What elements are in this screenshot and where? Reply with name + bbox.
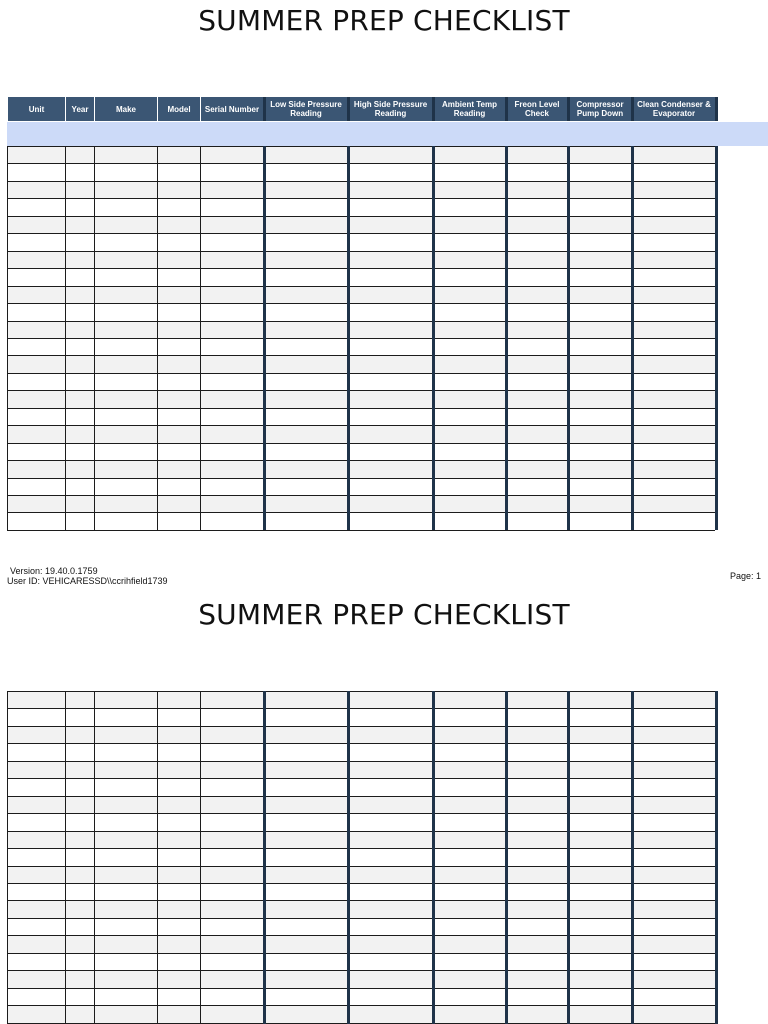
column-line (94, 691, 95, 1024)
table-row (7, 918, 715, 935)
row-line (7, 478, 715, 479)
column-header: High Side Pressure Reading (349, 97, 432, 121)
table-row (7, 848, 715, 865)
column-line (200, 146, 201, 530)
column-line (263, 146, 266, 530)
column-line (263, 691, 266, 1024)
row-line (7, 373, 715, 374)
row-line (7, 883, 715, 884)
column-divider (715, 97, 718, 121)
column-line (65, 691, 66, 1024)
column-divider (631, 97, 634, 121)
column-line (7, 146, 8, 530)
column-header: Year (66, 97, 94, 121)
row-line (7, 918, 715, 919)
row-line (7, 460, 715, 461)
user-id-text: User ID: VEHICARESSD\\ccrihfield1739 (7, 576, 168, 586)
row-line (7, 216, 715, 217)
table-row (7, 691, 715, 708)
column-header: Model (158, 97, 200, 121)
row-line (7, 848, 715, 849)
row-line (7, 831, 715, 832)
row-line (7, 900, 715, 901)
table-row (7, 970, 715, 987)
table-row (7, 935, 715, 952)
column-line (505, 146, 508, 530)
table-row (7, 303, 715, 320)
column-divider (505, 97, 508, 121)
row-line (7, 1023, 715, 1024)
table-row (7, 338, 715, 355)
column-divider (7, 97, 8, 121)
row-line (7, 778, 715, 779)
row-line (7, 866, 715, 867)
table-row (7, 988, 715, 1005)
column-line (347, 146, 350, 530)
row-line (7, 953, 715, 954)
table-row (7, 796, 715, 813)
table-row (7, 866, 715, 883)
table-row (7, 390, 715, 407)
column-header: Unit (8, 97, 65, 121)
table-row (7, 478, 715, 495)
row-line (7, 691, 715, 692)
table-row (7, 726, 715, 743)
column-line (7, 691, 8, 1024)
table-row (7, 268, 715, 285)
row-line (7, 390, 715, 391)
table-row (7, 251, 715, 268)
table-row (7, 778, 715, 795)
column-line (715, 691, 718, 1024)
column-divider (347, 97, 350, 121)
column-line (65, 146, 66, 530)
column-line (347, 691, 350, 1024)
table-row (7, 146, 715, 163)
column-line (200, 691, 201, 1024)
column-divider (157, 97, 158, 121)
column-header: Low Side Pressure Reading (265, 97, 347, 121)
page-title: SUMMER PREP CHECKLIST (198, 598, 570, 631)
table-row (7, 321, 715, 338)
table-row (7, 813, 715, 830)
page-number: Page: 1 (729, 571, 761, 581)
page-title: SUMMER PREP CHECKLIST (198, 4, 570, 37)
column-divider (432, 97, 435, 121)
row-line (7, 408, 715, 409)
table-row (7, 163, 715, 180)
row-line (7, 495, 715, 496)
row-line (7, 233, 715, 234)
row-line (7, 425, 715, 426)
column-divider (263, 97, 266, 121)
row-line (7, 935, 715, 936)
table-row (7, 761, 715, 778)
row-line (7, 355, 715, 356)
row-line (7, 443, 715, 444)
row-line (7, 970, 715, 971)
row-line (7, 198, 715, 199)
column-line (631, 691, 634, 1024)
column-divider (65, 97, 66, 121)
row-line (7, 761, 715, 762)
column-header: Make (95, 97, 157, 121)
table-row (7, 460, 715, 477)
row-line (7, 1005, 715, 1006)
row-line (7, 321, 715, 322)
table-row (7, 373, 715, 390)
row-line (7, 512, 715, 513)
column-line (157, 146, 158, 530)
column-line (432, 146, 435, 530)
table-row (7, 286, 715, 303)
table-row (7, 443, 715, 460)
row-line (7, 743, 715, 744)
column-divider (94, 97, 95, 121)
table-row (7, 883, 715, 900)
column-header: Clean Condenser & Evaporator (633, 97, 715, 121)
row-line (7, 988, 715, 989)
column-divider (567, 97, 570, 121)
table-row (7, 512, 715, 529)
table-row (7, 831, 715, 848)
column-line (157, 691, 158, 1024)
row-line (7, 163, 715, 164)
row-line (7, 181, 715, 182)
row-line (7, 708, 715, 709)
row-line (7, 338, 715, 339)
table-row (7, 743, 715, 760)
table-row (7, 900, 715, 917)
table-row (7, 1005, 715, 1022)
table-row (7, 495, 715, 512)
column-header: Compressor Pump Down (569, 97, 631, 121)
table-row (7, 216, 715, 233)
column-line (631, 146, 634, 530)
table-row (7, 355, 715, 372)
table-row (7, 953, 715, 970)
row-line (7, 303, 715, 304)
row-line (7, 813, 715, 814)
row-line (7, 268, 715, 269)
row-line (7, 146, 715, 147)
version-text: Version: 19.40.0.1759 (10, 566, 98, 576)
table-row (7, 408, 715, 425)
table-row (7, 425, 715, 442)
table-row (7, 233, 715, 250)
row-line (7, 726, 715, 727)
highlight-row (7, 122, 768, 146)
column-line (505, 691, 508, 1024)
table-row (7, 198, 715, 215)
column-divider (200, 97, 201, 121)
column-line (715, 146, 718, 530)
column-header: Serial Number (201, 97, 263, 121)
table-row (7, 181, 715, 198)
row-line (7, 530, 715, 531)
column-line (94, 146, 95, 530)
column-header: Freon Level Check (507, 97, 567, 121)
column-line (567, 691, 570, 1024)
table-row (7, 708, 715, 725)
row-line (7, 251, 715, 252)
column-line (567, 146, 570, 530)
row-line (7, 796, 715, 797)
row-line (7, 286, 715, 287)
column-line (432, 691, 435, 1024)
column-header: Ambient Temp Reading (434, 97, 505, 121)
